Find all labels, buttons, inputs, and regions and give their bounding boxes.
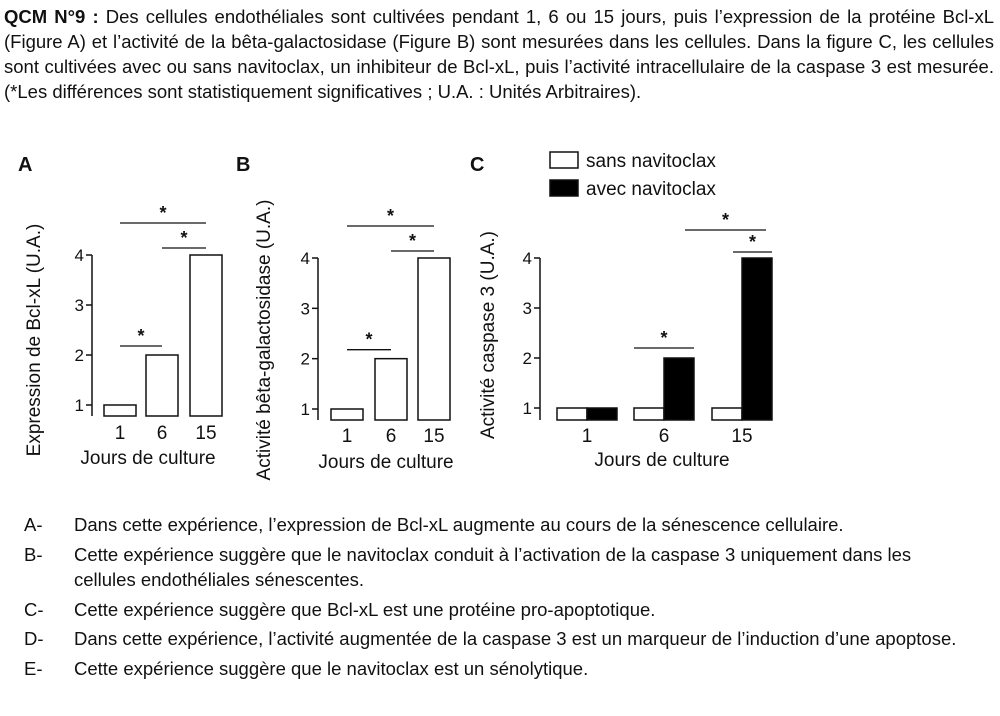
chart-a-significance-star: * <box>180 228 188 248</box>
chart-c-bar-sans-6 <box>634 408 664 420</box>
legend-label-avec: avec navitoclax <box>586 179 716 200</box>
chart-c-bar-avec-15 <box>742 258 772 420</box>
chart-a-y-tick-label: 3 <box>74 296 84 315</box>
choice-text: Cette expérience suggère que le navitoclax conduit à l’activation de la caspase 3 uniquement dans les cellules endothéliales sénescentes. <box>74 543 912 591</box>
legend-label-sans: sans navitoclax <box>586 151 716 172</box>
chart-c-y-tick-label: 1 <box>522 399 532 418</box>
chart-c-y-tick-label: 2 <box>522 349 532 368</box>
chart-a-y-tick-label: 4 <box>74 246 84 265</box>
chart-b-x-axis-label: Jours de culture <box>318 452 454 473</box>
chart-b-y-tick-label: 4 <box>300 249 310 268</box>
chart-a-significance-star: * <box>137 326 145 346</box>
chart-c-x-tick-label: 1 <box>581 426 593 447</box>
answer-choice-a <box>24 512 974 538</box>
panel-letter-c: C <box>470 154 485 176</box>
chart-b-bar-1 <box>331 409 363 420</box>
answer-choices <box>24 512 974 682</box>
chart-b-y-tick-label: 3 <box>300 299 310 319</box>
chart-c-significance-star: * <box>660 328 668 348</box>
chart-a-x-tick-label: 1 <box>114 423 126 444</box>
chart-c-bar-sans-15 <box>712 408 742 420</box>
chart-b-x-tick-label: 6 <box>385 426 397 447</box>
chart-c-significance-star: * <box>748 232 757 252</box>
choice-label: B- <box>24 543 43 565</box>
chart-a-x-tick-label: 6 <box>156 423 168 444</box>
choice-label: C- <box>24 598 44 620</box>
chart-c-x-tick-label: 15 <box>731 426 753 447</box>
chart-b-y-tick-label: 1 <box>300 400 310 419</box>
chart-b-y-tick-label: 2 <box>300 349 310 369</box>
chart-c-significance-star: * <box>721 210 730 230</box>
legend-swatch-sans <box>550 152 578 168</box>
chart-c-bar-avec-1 <box>587 408 617 420</box>
panel-letter-b: B <box>236 154 251 176</box>
chart-c-y-tick-label: 3 <box>522 299 532 318</box>
choice-label: A- <box>24 514 43 535</box>
chart-b-bar-6 <box>375 359 407 420</box>
chart-b-significance-star: * <box>408 231 417 251</box>
chart-c-y-axis-label: Activité caspase 3 (U.A.) <box>478 230 499 440</box>
answer-choice-b <box>24 542 974 593</box>
chart-a-y-tick-label: 1 <box>74 396 84 415</box>
chart-a-y-axis-label: Expression de Bcl-xL (U.A.) <box>24 223 45 457</box>
chart-c-x-axis-label: Jours de culture <box>594 450 730 471</box>
chart-b-significance-star: * <box>365 329 373 350</box>
chart-c-bar-sans-1 <box>557 408 587 420</box>
question-body: Des cellules endothéliales sont cultivées pendant 1, 6 ou 15 jours, puis l’expression de la protéine Bcl-xL (Figure A) et l’activité de la bêta-galactosidase (Figure B) sont mesurées dans les cellules. Dans la figure C, les cellules sont cultivées avec ou sans navitoclax, un inhibiteur de Bcl-xL, puis l’activité intracellulaire de la caspase 3 est mesurée. (*Les différences sont statistiquement significatives ; U.A. : Unités Arbitraires). <box>4 6 994 102</box>
answer-choice-c <box>24 597 974 623</box>
answer-choice-e <box>24 656 974 682</box>
choice-text: Dans cette expérience, l’expression de Bcl-xL augmente au cours de la sénescence cellulaire. <box>74 514 844 535</box>
chart-a-x-tick-label: 15 <box>195 423 217 444</box>
question-label: QCM N°9 : <box>4 6 99 27</box>
chart-c-bar-avec-6 <box>664 358 694 420</box>
chart-a-bar-1 <box>104 405 136 416</box>
chart-b-significance-star: * <box>386 206 395 226</box>
chart-a-significance-star: * <box>159 203 167 223</box>
chart-b-x-tick-label: 15 <box>423 426 445 447</box>
answer-choice-d <box>24 626 974 652</box>
legend-swatch-avec <box>550 180 578 196</box>
choice-label: D- <box>24 628 44 650</box>
chart-c-x-tick-label: 6 <box>658 426 670 447</box>
choice-text: Cette expérience suggère que Bcl-xL est une protéine pro-apoptotique. <box>74 598 656 620</box>
chart-b-bar-15 <box>418 258 450 420</box>
choice-text: Cette expérience suggère que le navitoclax est un sénolytique. <box>74 657 589 679</box>
chart-b-x-tick-label: 1 <box>341 426 353 447</box>
panel-letter-a: A <box>18 154 33 176</box>
choice-text: Dans cette expérience, l’activité augmentée de la caspase 3 est un marqueur de l’induction d’une apoptose. <box>74 628 957 650</box>
chart-c-y-tick-label: 4 <box>522 249 532 268</box>
chart-a-y-tick-label: 2 <box>74 346 84 365</box>
chart-b-y-axis-label: Activité bêta-galactosidase (U.A.) <box>254 199 275 481</box>
chart-a-bar-6 <box>146 355 178 416</box>
choice-label: E- <box>24 657 43 679</box>
chart-a-x-axis-label: Jours de culture <box>80 448 216 469</box>
chart-a-bar-15 <box>190 255 222 416</box>
